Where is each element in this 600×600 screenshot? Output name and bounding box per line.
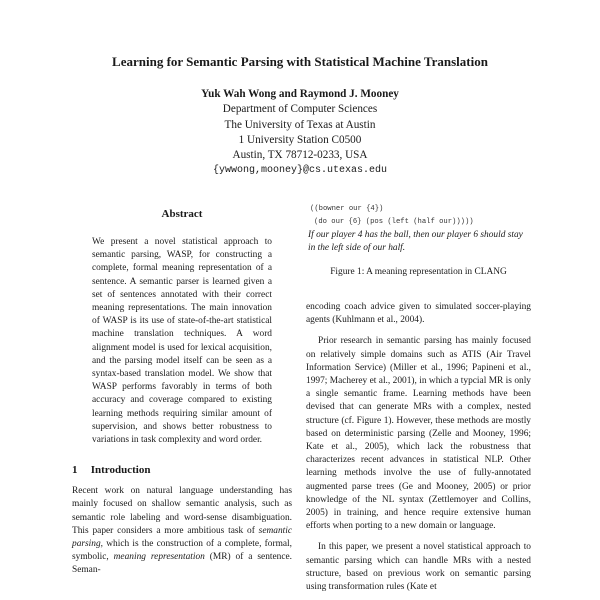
figure-caption (306, 267, 531, 277)
left-column (72, 208, 292, 578)
caption-smallcaps: LANG (480, 267, 507, 277)
paper-title: Learning for Semantic Parsing with Statistical Machine Translation (112, 54, 488, 69)
caption-text: Figure 1: A meaning representation in C (330, 267, 481, 277)
body-paragraph: In this paper, we present a novel statistical approach to semantic parsing which can handle MRs with a nested structure, based on previous work on semantic parsing using transformation rules (Kate et (306, 542, 531, 593)
intro-text: which is the construction of a complete, formal, symbolic, (72, 539, 292, 563)
author-email: {ywwong,mooney}@cs.utexas.edu (212, 165, 388, 177)
figure-code (306, 203, 531, 229)
intro-emphasis: semantic parsing, (72, 525, 292, 550)
abstract-heading: Abstract (161, 208, 203, 220)
body-paragraph: encoding coach advice given to simulated soccer-playing agents (Kuhlmann et al., 2004). (306, 302, 531, 326)
body-paragraph: Prior research in semantic parsing has mainly focused on relatively simple domains such as ATIS (Air Travel Information Service) (Miller et al., 1996; Papineni et al., 1997; Macherey et al., 2001), in which a typcial MR is only a single semantic frame. Learning methods have been devised that can generate MRs with a complex, nested structure (cf. Figure 1). However, these methods are mostly based on deterministic parsing (Zelle and Mooney, 1996; Kate et al., 2005), which lack the robustness that characterizes recent advances in statistical NLP. Other learning methods involve the use of fully-annotated augmented parse trees (Ge and Mooney, 2005) or prior knowledge of the NL syntax (Zettlemoyer and Collins, 2005) in training, and hence require extensive human efforts when porting to a new domain or language. (306, 336, 531, 532)
affiliation-line: The University of Texas at Austin (224, 118, 376, 131)
intro-text: (MR) of a sentence. Seman- (72, 552, 292, 576)
figure-gloss: If our player 4 has the ball, then our player 6 should stay in the left side of our half. (308, 230, 523, 253)
introduction-body (72, 485, 292, 577)
intro-emphasis: meaning representation (113, 552, 205, 563)
code-line: ((bowner our {4}) (310, 205, 384, 213)
code-line: (do our {6} (pos (left (half our))))) (314, 218, 474, 226)
intro-text: Recent work on natural language understanding has mainly focused on shallow semantic analysis, such as semantic role labeling and word-sense disambiguation. This paper considers a more ambitious task of (72, 486, 292, 536)
affiliation-line: Austin, TX 78712-0233, USA (232, 149, 368, 162)
section-number: 1 (72, 464, 78, 477)
section-title: Introduction (90, 464, 151, 477)
affiliation-line: Department of Computer Sciences (222, 103, 378, 116)
abstract-body: We present a novel statistical approach to semantic parsing, WASP, for constructing a complete, formal meaning representation of a sentence. A semantic parser is learned given a set of sentences annotated with their correct meaning representations. The main innovation of WASP is its use of state-of-the-art statistical machine translation techniques. A word alignment model is used for lexical acquisition, and the parsing model itself can be seen as a syntax-based translation model. We show that WASP performs favorably in terms of both accuracy and coverage compared to existing learning methods requiring similar amount of supervision, and shows better robustness to variations in task complexity and word order. (92, 237, 272, 446)
author-names: Yuk Wah Wong and Raymond J. Mooney (201, 88, 399, 100)
figure-1 (306, 203, 531, 277)
author-block (0, 87, 600, 179)
section-heading (72, 464, 292, 476)
affiliation-line: 1 University Station C0500 (238, 133, 362, 146)
right-column (306, 203, 531, 600)
